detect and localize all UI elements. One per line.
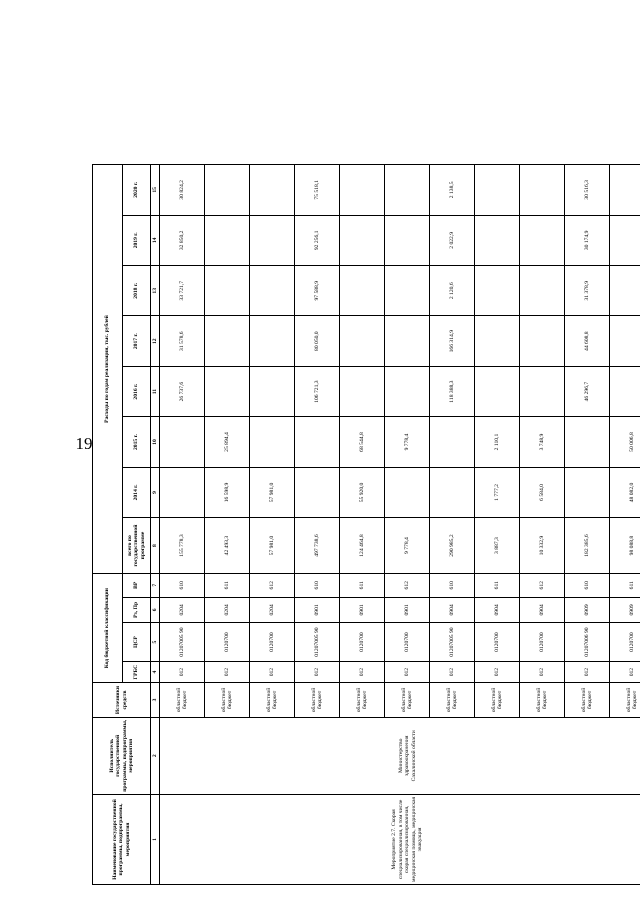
budget-table: [92, 164, 640, 885]
year-2019-cell: [340, 215, 385, 265]
year-2014-cell: 55 920,0: [340, 467, 385, 517]
year-2016-cell: [475, 366, 520, 416]
year-2015-cell: [565, 417, 610, 467]
year-2017-cell: [340, 316, 385, 366]
year-2017-cell: 31 578,6: [160, 316, 205, 366]
grbs-header: ГРБС: [123, 661, 151, 682]
vr-cell: 611: [610, 573, 640, 597]
column-number: 2: [151, 717, 160, 794]
rz-pr-cell: 0901: [385, 597, 430, 623]
year-2015-cell: [250, 417, 295, 467]
column-number: 1: [151, 794, 160, 884]
year-2018-cell: 2 120,6: [430, 266, 475, 316]
grbs-cell: 012: [430, 661, 475, 682]
rz-pr-cell: 0204: [205, 597, 250, 623]
year-2017-cell: [520, 316, 565, 366]
rz-pr-cell: 0909: [610, 597, 640, 623]
source-cell: областной бюджет: [250, 683, 295, 717]
year-2020-cell: 2 138,5: [430, 165, 475, 216]
year-2020-cell: [475, 165, 520, 216]
total-cell: 497 738,6: [295, 518, 340, 574]
year-header: 2016 г.: [123, 366, 151, 416]
year-2015-cell: 68 544,8: [340, 417, 385, 467]
year-2016-cell: [340, 366, 385, 416]
vr-cell: 611: [340, 573, 385, 597]
csr-cell: 0120700: [610, 623, 640, 662]
year-2019-cell: 30 174,9: [565, 215, 610, 265]
measure-name-cell: Мероприятие 2.7. Скорая специализированная, в том числе скорая специализированная, медицинская помощь, медицинская эвакуация: [160, 794, 640, 884]
year-2014-cell: [295, 467, 340, 517]
year-2018-cell: 31 378,9: [565, 266, 610, 316]
vr-cell: 611: [205, 573, 250, 597]
column-number: 3: [151, 683, 160, 717]
grbs-cell: 012: [475, 661, 520, 682]
column-number: 6: [151, 597, 160, 623]
csr-cell: 0120700: [475, 623, 520, 662]
grbs-cell: 012: [565, 661, 610, 682]
year-2015-cell: 3 748,9: [520, 417, 565, 467]
vr-cell: 611: [475, 573, 520, 597]
total-cell: 124 464,8: [340, 518, 385, 574]
column-numbers-row: [151, 165, 160, 885]
source-cell: областной бюджет: [205, 683, 250, 717]
year-2017-cell: 44 608,8: [565, 316, 610, 366]
column-number: 7: [151, 573, 160, 597]
table-row: [160, 165, 205, 885]
year-2017-cell: [475, 316, 520, 366]
executor-cell: Министерство здравоохранения Сахалинской области: [160, 717, 640, 794]
total-cell: 9 778,4: [385, 518, 430, 574]
year-2018-cell: 97 588,9: [295, 266, 340, 316]
csr-cell: 0120700: [205, 623, 250, 662]
year-2019-cell: [385, 215, 430, 265]
col-name-header: Наименование государственной программы, подпрограммы, мероприятия: [93, 794, 151, 884]
grbs-cell: 012: [250, 661, 295, 682]
year-2015-cell: 2 110,1: [475, 417, 520, 467]
total-cell: 155 778,3: [160, 518, 205, 574]
rz-pr-cell: 0909: [565, 597, 610, 623]
csr-cell: 0120700: [385, 623, 430, 662]
year-2020-cell: [250, 165, 295, 216]
year-2018-cell: [475, 266, 520, 316]
source-cell: областной бюджет: [565, 683, 610, 717]
year-2019-cell: [475, 215, 520, 265]
column-number: 11: [151, 366, 160, 416]
year-2020-cell: [610, 165, 640, 216]
rz-pr-cell: 0904: [430, 597, 475, 623]
vr-cell: 610: [160, 573, 205, 597]
year-2015-cell: 50 006,8: [610, 417, 640, 467]
rz-pr-header: Рз, Пр: [123, 597, 151, 623]
year-2014-cell: 1 777,2: [475, 467, 520, 517]
year-2015-cell: 25 894,4: [205, 417, 250, 467]
total-cell: 42 493,3: [205, 518, 250, 574]
year-2018-cell: [385, 266, 430, 316]
year-2020-cell: [205, 165, 250, 216]
year-2017-cell: [610, 316, 640, 366]
source-cell: областной бюджет: [385, 683, 430, 717]
source-cell: областной бюджет: [340, 683, 385, 717]
col-executor-header: Исполнитель государственной программы, подпрограммы, мероприятия: [93, 717, 151, 794]
csr-cell: 0120700: [250, 623, 295, 662]
year-2016-cell: [385, 366, 430, 416]
year-2018-cell: [610, 266, 640, 316]
vr-cell: 610: [295, 573, 340, 597]
rotated-table-wrapper: [92, 164, 639, 885]
column-number: 8: [151, 518, 160, 574]
year-2018-cell: 33 721,7: [160, 266, 205, 316]
year-2016-cell: [205, 366, 250, 416]
year-2018-cell: [250, 266, 295, 316]
column-number: 5: [151, 623, 160, 662]
grbs-cell: 012: [340, 661, 385, 682]
total-cell: 182 385,6: [565, 518, 610, 574]
source-cell: областной бюджет: [475, 683, 520, 717]
year-header: 2018 г.: [123, 266, 151, 316]
column-number: 12: [151, 316, 160, 366]
year-2019-cell: [520, 215, 565, 265]
grbs-cell: 012: [520, 661, 565, 682]
year-2017-cell: [205, 316, 250, 366]
year-2015-cell: [295, 417, 340, 467]
year-2015-cell: [160, 417, 205, 467]
year-2016-cell: [250, 366, 295, 416]
column-number: 9: [151, 467, 160, 517]
vr-cell: 612: [385, 573, 430, 597]
source-cell: областной бюджет: [160, 683, 205, 717]
year-2016-cell: 118 388,3: [430, 366, 475, 416]
rz-pr-cell: 0204: [160, 597, 205, 623]
csr-cell: 0120700: [340, 623, 385, 662]
vr-cell: 610: [430, 573, 475, 597]
year-2016-cell: 46 296,7: [565, 366, 610, 416]
column-number: 14: [151, 215, 160, 265]
year-2019-cell: 92 256,1: [295, 215, 340, 265]
rz-pr-cell: 0904: [475, 597, 520, 623]
year-header: 2015 г.: [123, 417, 151, 467]
total-cell: 98 088,8: [610, 518, 640, 574]
year-2016-cell: 106 721,3: [295, 366, 340, 416]
grbs-cell: 012: [160, 661, 205, 682]
grbs-cell: 012: [295, 661, 340, 682]
csr-cell: 01207005 90: [160, 623, 205, 662]
col-source-header: Источники средств: [93, 683, 151, 717]
rz-pr-cell: 0901: [340, 597, 385, 623]
total-header: всего по государственной программе: [123, 518, 151, 574]
column-number: 15: [151, 165, 160, 216]
year-2014-cell: 48 082,0: [610, 467, 640, 517]
year-2014-cell: [160, 467, 205, 517]
year-2014-cell: [385, 467, 430, 517]
source-cell: областной бюджет: [430, 683, 475, 717]
csr-cell: 01207005 90: [295, 623, 340, 662]
year-2019-cell: 32 850,2: [160, 215, 205, 265]
source-cell: областной бюджет: [295, 683, 340, 717]
year-2020-cell: 75 518,1: [295, 165, 340, 216]
rz-pr-cell: 0204: [250, 597, 295, 623]
year-2014-cell: 57 981,0: [250, 467, 295, 517]
year-2017-cell: 80 050,0: [295, 316, 340, 366]
vr-cell: 610: [565, 573, 610, 597]
year-2020-cell: [385, 165, 430, 216]
year-2016-cell: [610, 366, 640, 416]
total-cell: 57 981,0: [250, 518, 295, 574]
year-2016-cell: 26 737,6: [160, 366, 205, 416]
year-2014-cell: [430, 467, 475, 517]
vr-header: ВР: [123, 573, 151, 597]
year-2017-cell: 166 314,9: [430, 316, 475, 366]
year-2020-cell: [520, 165, 565, 216]
csr-cell: 01207005 90: [430, 623, 475, 662]
grbs-cell: 012: [385, 661, 430, 682]
column-number: 4: [151, 661, 160, 682]
budget-classification-header: Код бюджетной классификации: [93, 573, 123, 682]
rz-pr-cell: 0904: [520, 597, 565, 623]
total-cell: 10 332,9: [520, 518, 565, 574]
total-cell: 290 985,2: [430, 518, 475, 574]
year-2019-cell: [610, 215, 640, 265]
year-2020-cell: 30 824,2: [160, 165, 205, 216]
year-header: 2014 г.: [123, 467, 151, 517]
year-2014-cell: [565, 467, 610, 517]
year-header: 2020 г.: [123, 165, 151, 216]
year-2015-cell: 9 778,4: [385, 417, 430, 467]
table-body: [160, 165, 640, 885]
csr-cell: 01207006 90: [565, 623, 610, 662]
year-2014-cell: 16 598,9: [205, 467, 250, 517]
column-number: 13: [151, 266, 160, 316]
year-2015-cell: [430, 417, 475, 467]
year-2014-cell: 6 584,0: [520, 467, 565, 517]
year-header: 2017 г.: [123, 316, 151, 366]
vr-cell: 612: [520, 573, 565, 597]
year-2020-cell: [340, 165, 385, 216]
year-2018-cell: [520, 266, 565, 316]
source-cell: областной бюджет: [520, 683, 565, 717]
column-number: 10: [151, 417, 160, 467]
year-2018-cell: [205, 266, 250, 316]
header-row: [93, 165, 123, 885]
total-cell: 3 887,3: [475, 518, 520, 574]
year-2016-cell: [520, 366, 565, 416]
year-2019-cell: [250, 215, 295, 265]
csr-cell: 0120700: [520, 623, 565, 662]
csr-header: ЦСР: [123, 623, 151, 662]
rz-pr-cell: 0901: [295, 597, 340, 623]
year-2019-cell: [205, 215, 250, 265]
year-2019-cell: 2 022,9: [430, 215, 475, 265]
year-2017-cell: [250, 316, 295, 366]
year-2020-cell: 30 516,3: [565, 165, 610, 216]
page-number: 19: [75, 434, 93, 453]
year-header: 2019 г.: [123, 215, 151, 265]
grbs-cell: 012: [205, 661, 250, 682]
source-cell: областной бюджет: [610, 683, 640, 717]
vr-cell: 612: [250, 573, 295, 597]
year-2017-cell: [385, 316, 430, 366]
year-2018-cell: [340, 266, 385, 316]
expenses-header: Расходы по годам реализации, тыс. рублей: [93, 165, 123, 574]
grbs-cell: 012: [610, 661, 640, 682]
